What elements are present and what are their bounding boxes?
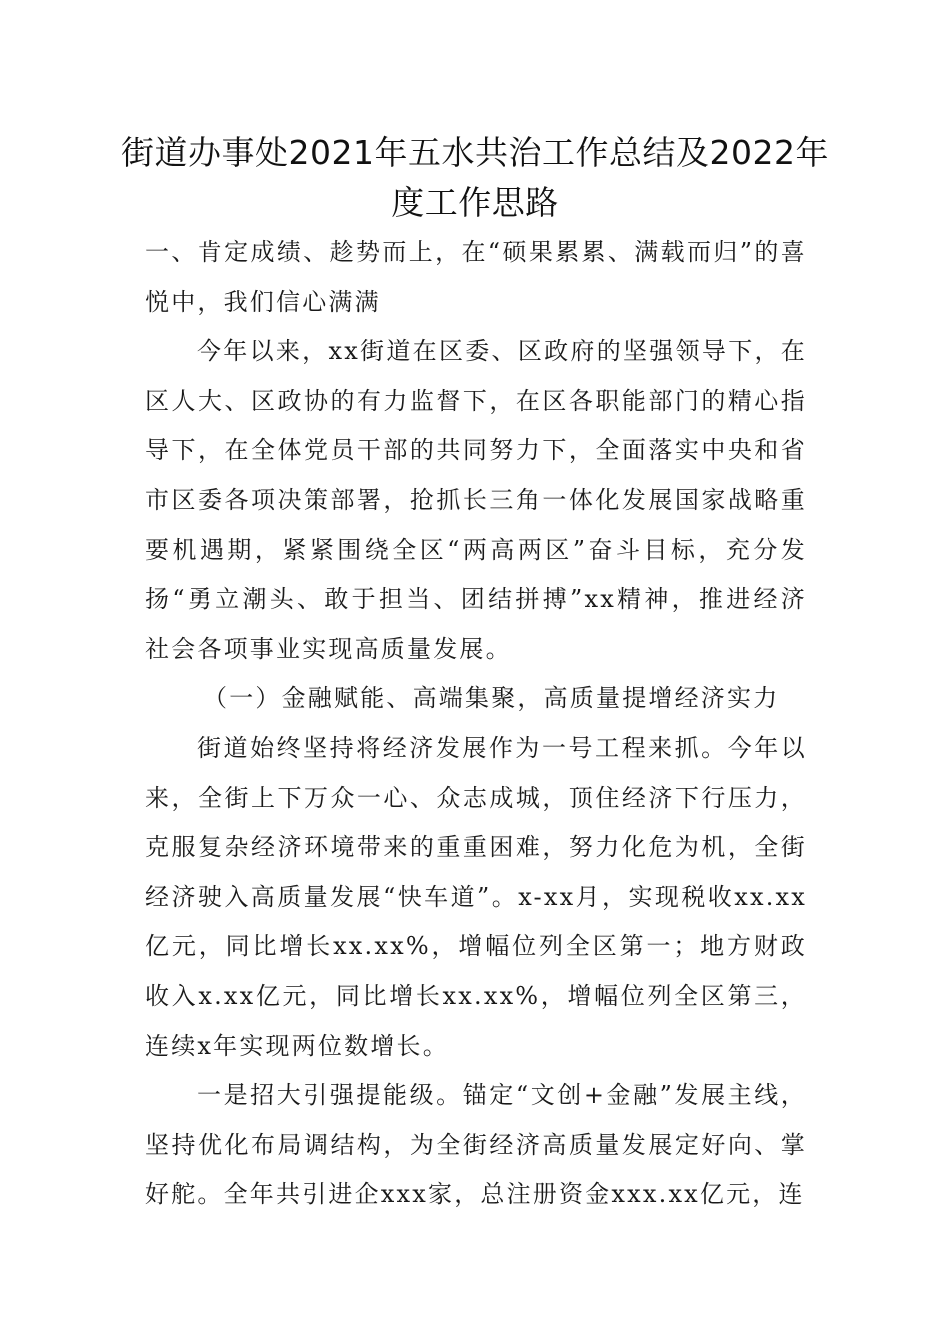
section-heading: 一、肯定成绩、趁势而上，在“硕果累累、满载而归”的喜悦中，我们信心满满 — [145, 238, 807, 316]
body-paragraph: 今年以来，xx街道在区委、区政府的坚强领导下，在区人大、区政协的有力监督下，在区各职能部门的精心指导下，在全体党员干部的共同努力下，全面落实中央和省市区委各项决策部署，抢抓长三角一体化发展国家战略重要机遇期，紧紧围绕全区“两高两区”奋斗目标，充分发扬“勇立潮头、敢于担当、团结拼搏”xx精神，推进经济社会各项事业实现高质量发展。 — [145, 337, 807, 663]
subsection-heading: （一）金融赋能、高端集聚，高质量提增经济实力 — [203, 684, 780, 713]
document-title: 街道办事处2021年五水共治工作总结及2022年度工作思路 — [121, 133, 829, 222]
body-paragraph: 一是招大引强提能级。锚定“文创+金融”发展主线，坚持优化布局调结构，为全街经济高质量发展定好向、掌好舵。全年共引进企xxx家，总注册资金xxx.xx亿元，连 — [145, 1081, 807, 1209]
document-body — [145, 228, 807, 1220]
body-paragraph: 街道始终坚持将经济发展作为一号工程来抓。今年以来，全街上下万众一心、众志成城，顶住经济下行压力，克服复杂经济环境带来的重重困难，努力化危为机，全街经济驶入高质量发展“快车道”。x-xx月，实现税收xx.xx亿元，同比增长xx.xx%，增幅位列全区第一；地方财政收入x.xx亿元，同比增长xx.xx%，增幅位列全区第三，连续x年实现两位数增长。 — [145, 733, 807, 1060]
